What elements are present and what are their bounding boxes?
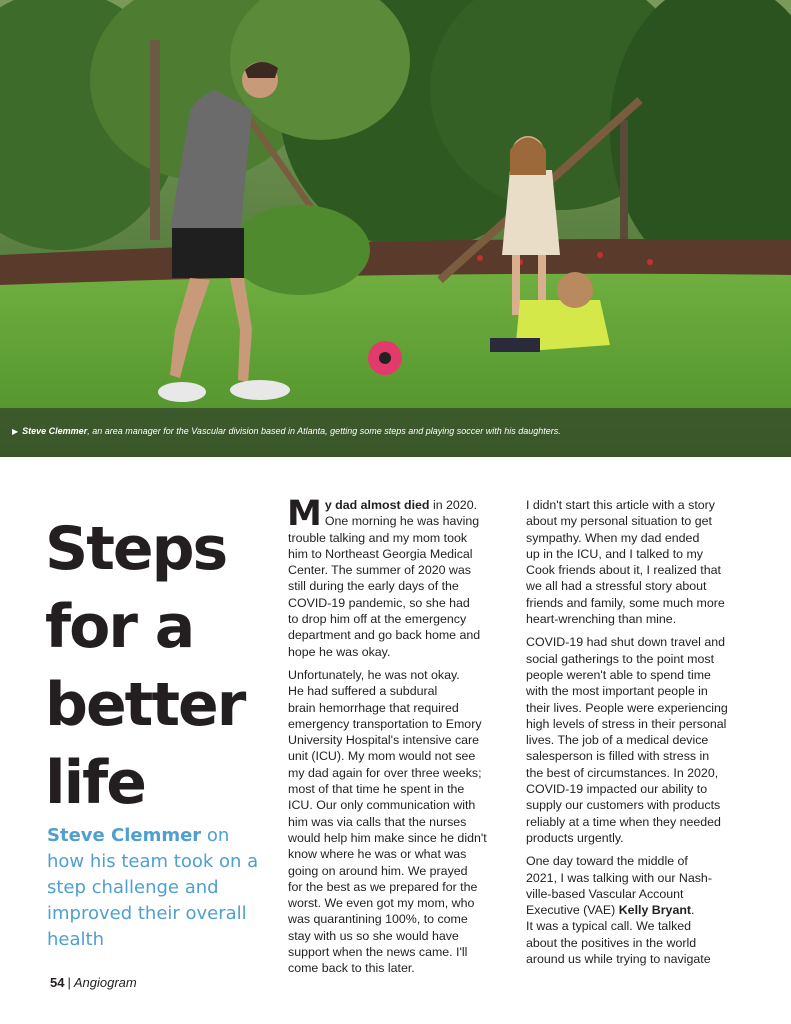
text-line: support when the news came. I'll [288,945,468,960]
drop-cap: M [287,494,322,534]
paragraph [288,667,510,977]
article-column-2 [526,497,752,974]
headline-line: better [45,670,245,740]
text-line: we all had a stressful story about [526,579,707,594]
text-line: him to Northeast Georgia Medical [288,546,473,561]
text-line: sympathy. When my dad ended [526,530,700,545]
text-line: come back to this later. [288,961,415,976]
deck-text: on how his team took on a step challenge and improved their overall health [47,825,259,950]
paragraph [526,634,752,846]
text-line: Cook friends about it, I realized that [526,563,721,578]
text-line: about my personal situation to get [526,514,712,529]
text-line: Unfortunately, he was not okay. [288,667,460,682]
text-line: high levels of stress in their personal [526,716,727,731]
headline-line: life [45,748,145,818]
text-line: lives. The job of a medical device [526,733,709,748]
text-line: ICU. Our only communication with [288,798,476,813]
text-line: for the best as we prepared for the [288,879,478,894]
text-line: ville-based Vascular Account [526,886,684,901]
text-line: people weren't able to spend time [526,667,711,682]
text-line: . [691,903,695,918]
text-line: He had suffered a subdural [288,684,438,699]
text-line: was quarantining 100%, to come [288,912,468,927]
text-line: about the positives in the world [526,935,697,950]
text-line: the best of circumstances. In 2020, [526,765,719,780]
text-line: One day toward the middle of [526,854,688,869]
text-line: going on around him. We prayed [288,863,468,878]
text-line: One morning he was having [324,514,480,529]
folio-separator: | [67,975,71,990]
subheadline [47,823,267,953]
text-line: trouble talking and my mom took [288,530,468,545]
text-line: most of that time he spent in the [288,782,465,797]
text-line: 2021, I was talking with our Nash- [526,870,712,885]
text-line: It was a typical call. We talked [526,919,692,934]
text-line: hope he was okay. [288,644,391,659]
hero-photo [0,0,791,457]
text-line: COVID-19 pandemic, so she had [288,595,470,610]
text-line: heart-wrenching than mine. [526,612,677,627]
text-line: COVID-19 impacted our ability to [526,782,708,797]
headline-line: for a [45,592,194,662]
headline-line: Steps [45,514,227,584]
text-line: still during the early days of the [288,579,459,594]
photo-soccer-backyard [0,0,791,457]
text-line: Executive (VAE) [526,903,619,918]
paragraph [526,497,752,627]
text-line: friends and family, some much more [526,595,725,610]
text-line: I didn't start this article with a story [526,498,715,512]
headline [45,510,275,822]
text-line: University Hospital's intensive care [288,733,480,748]
deck-name: Steve Clemmer [47,825,202,846]
lead-in: y dad almost died [324,498,430,512]
page-footer [50,975,137,990]
paragraph [526,853,752,967]
text-line: in 2020. [429,498,478,512]
text-line: would help him make since he didn't [288,830,487,845]
text-line: emergency transportation to Emory [288,716,482,731]
text-line: their lives. People were experiencing [526,700,728,715]
text-line: to drop him off at the emergency [288,612,467,627]
person-name: Kelly Bryant [618,903,692,918]
text-line: salesperson is filled with stress in [526,749,710,764]
text-line: with the most important people in [526,684,708,699]
text-line: social gatherings to the point most [526,651,715,666]
text-line: my dad again for over three weeks; [288,765,482,780]
article-column-1 [287,494,510,984]
text-line: Center. The summer of 2020 was [288,563,471,578]
page-number: 54 [50,975,65,990]
text-line: unit (ICU). My mom would not see [288,749,476,764]
text-line: COVID-19 had shut down travel and [526,635,726,650]
text-line: products urgently. [526,830,624,845]
text-line: up in the ICU, and I talked to my [526,546,704,561]
paragraph [287,494,510,660]
text-line: worst. We even got my mom, who [288,896,475,911]
caption-arrow-icon: ▶ [12,427,19,436]
caption-text: , an area manager for the Vascular division based in Atlanta, getting some steps and playing soccer with his daughters. [87,426,561,436]
text-line: reliably at a time when they needed [526,814,721,829]
text-line: stay with us so she would have [288,928,459,943]
photo-caption [0,408,791,457]
text-line: department and go back home and [288,628,481,643]
text-line: brain hemorrhage that required [288,700,459,715]
text-line: supply our customers with products [526,798,721,813]
text-line: know where he was or what was [288,847,467,862]
caption-name: Steve Clemmer [22,426,88,436]
magazine-name: Angiogram [73,975,137,990]
text-line: him was via calls that the nurses [288,814,467,829]
text-line: around us while trying to navigate [526,952,711,967]
